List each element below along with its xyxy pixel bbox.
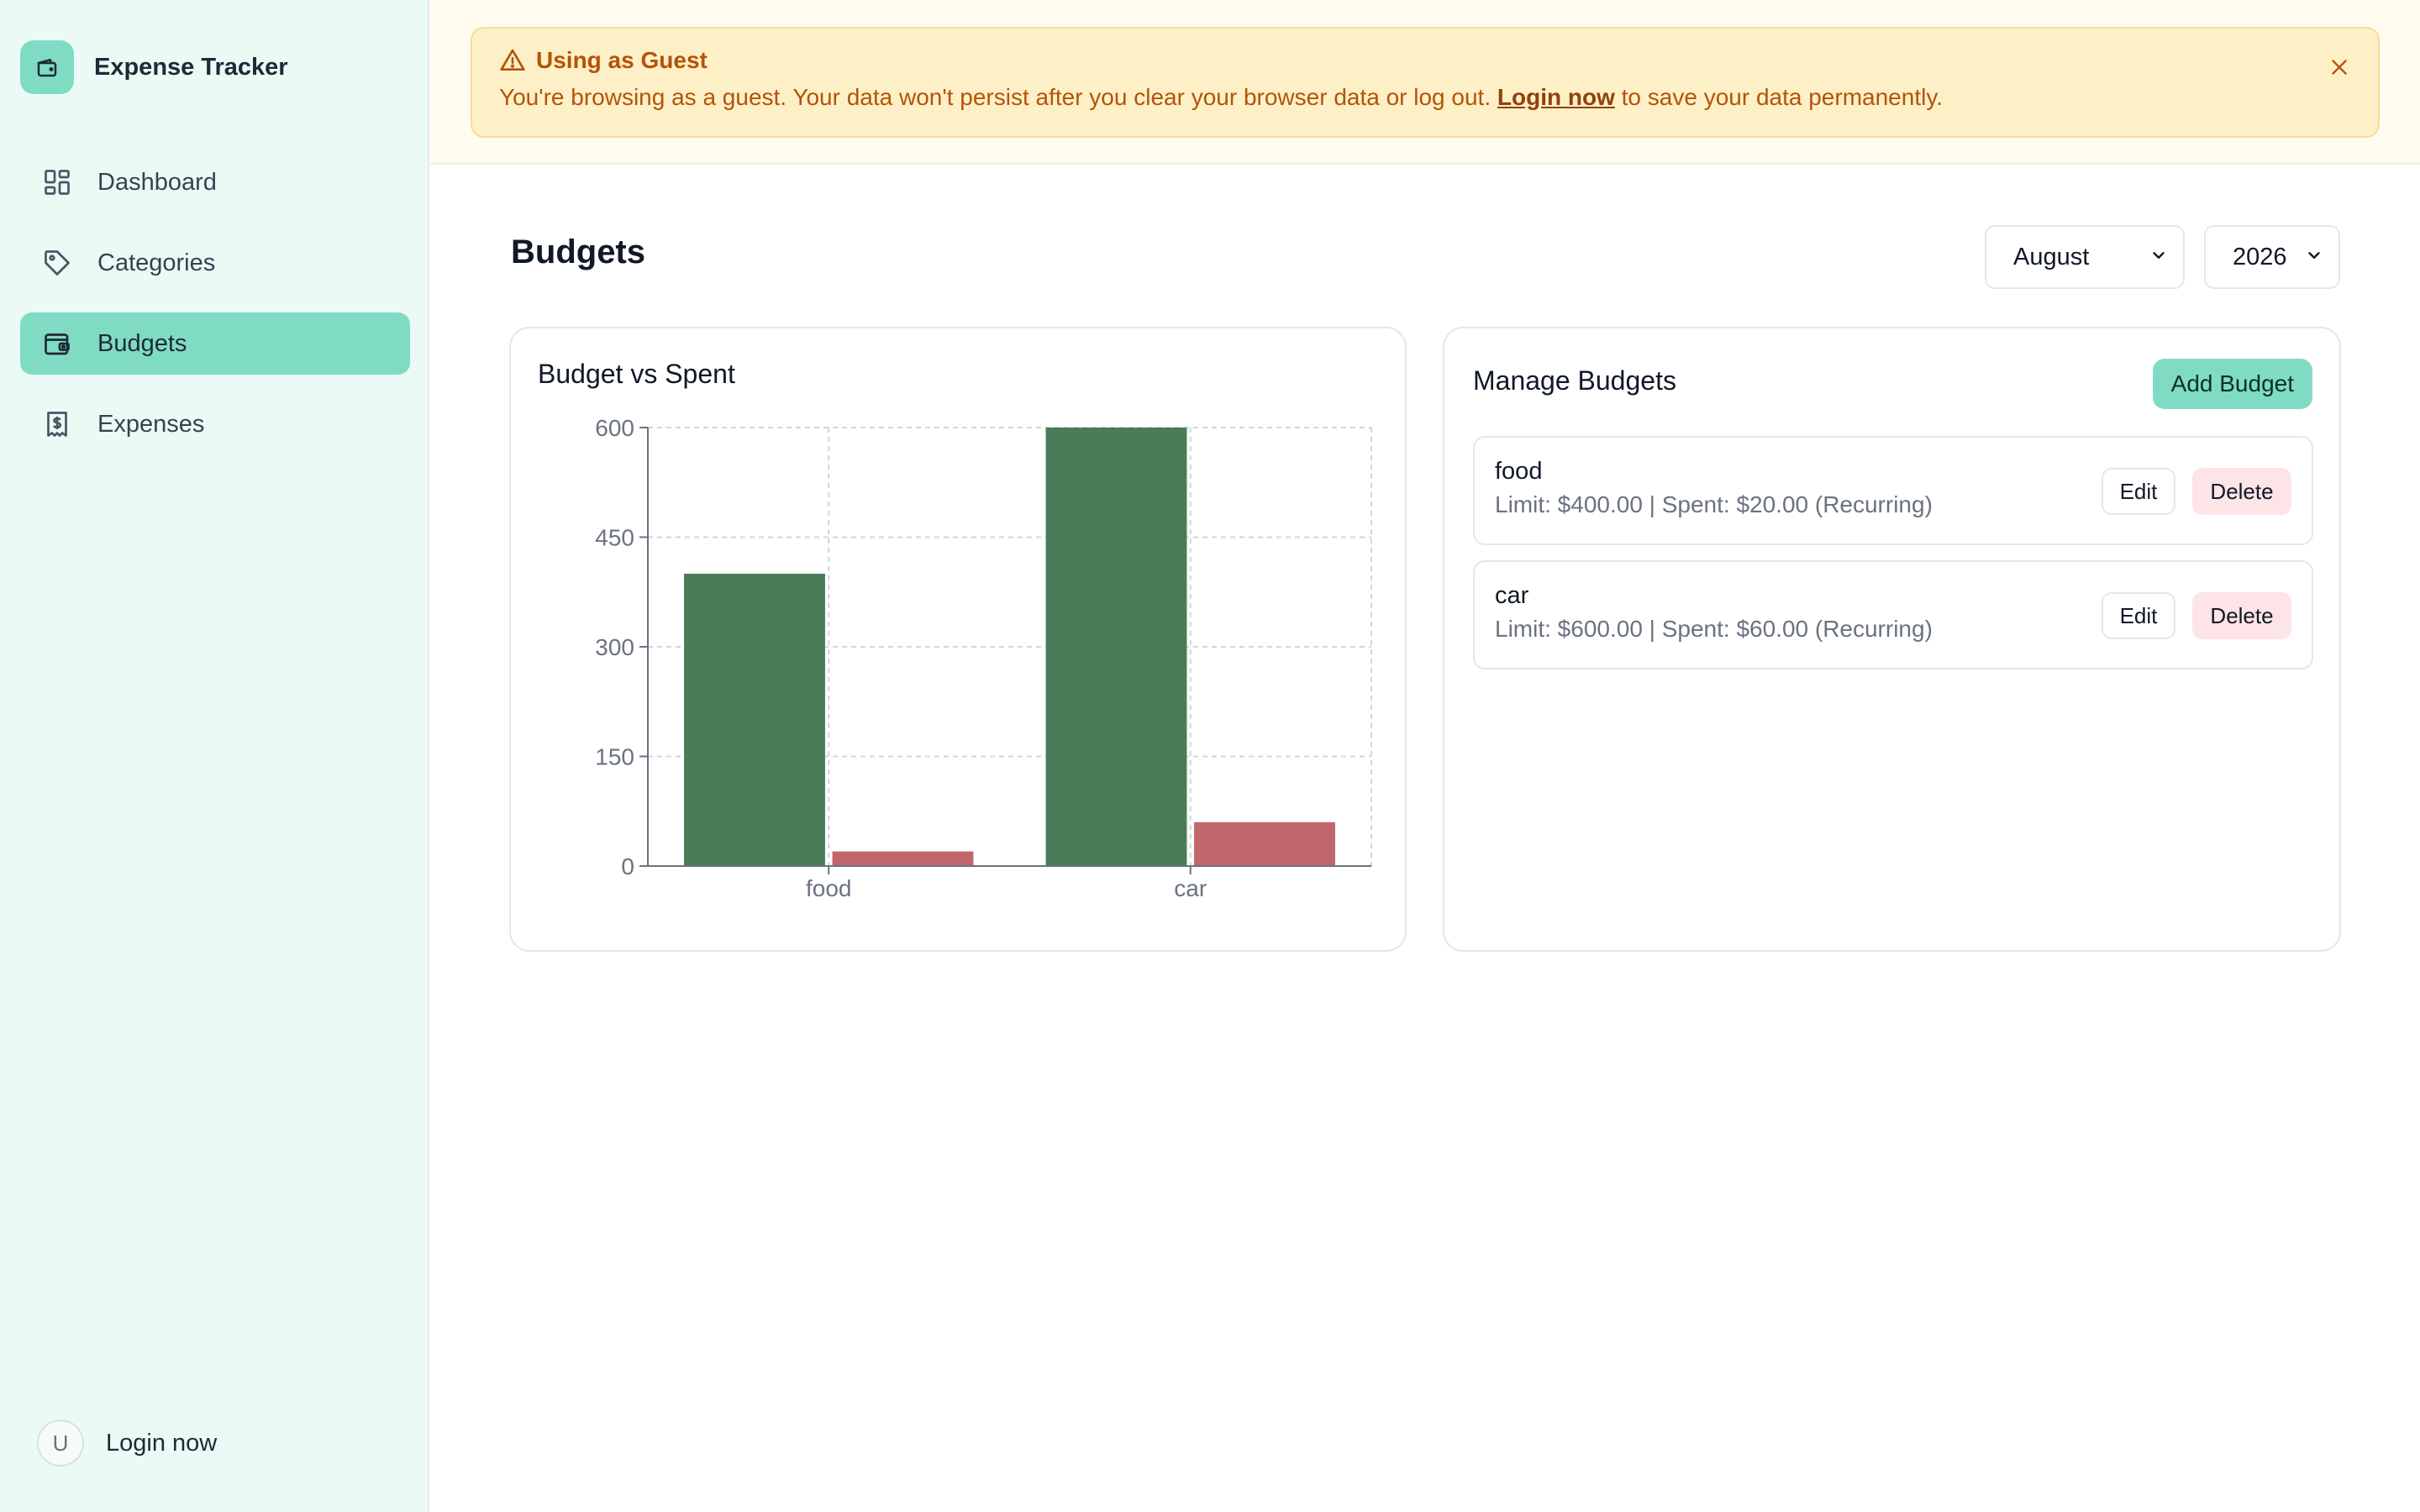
- warning-icon: [499, 47, 526, 74]
- sidebar-item-dashboard[interactable]: [20, 151, 410, 213]
- banner-title-text: Using as Guest: [536, 47, 708, 73]
- sidebar-item-expenses[interactable]: [20, 393, 410, 455]
- budget-chart-card: [509, 327, 1407, 952]
- sidebar-item-categories[interactable]: [20, 232, 410, 294]
- budget-detail: Limit: $400.00 | Spent: $20.00 (Recurring): [1495, 491, 1933, 517]
- sidebar-item-label: Expenses: [97, 410, 205, 438]
- manage-budgets-title: Manage Budgets: [1473, 365, 1676, 396]
- app-title: Expense Tracker: [94, 53, 288, 81]
- year-select-value: 2026: [2233, 243, 2287, 270]
- sidebar-item-label: Categories: [97, 249, 216, 276]
- banner-title: [499, 47, 2351, 74]
- sidebar-item-budgets[interactable]: [20, 312, 410, 375]
- bar-car-budget: [1046, 428, 1187, 866]
- budget-item-car: [1473, 560, 2313, 669]
- x-tick-label: car: [1174, 875, 1207, 901]
- delete-button[interactable]: Delete: [2192, 468, 2291, 515]
- dashboard-icon: [40, 165, 74, 199]
- bar-food-spent: [833, 852, 974, 866]
- budget-name: food: [1495, 458, 1543, 485]
- sidebar-item-label: Dashboard: [97, 168, 217, 196]
- banner-message-after: to save your data permanently.: [1614, 84, 1944, 110]
- wallet-logo-icon: [20, 40, 74, 94]
- receipt-icon: [40, 407, 74, 441]
- close-icon[interactable]: [2324, 52, 2354, 82]
- y-tick-label: 600: [595, 415, 634, 441]
- page-title: Budgets: [511, 234, 645, 270]
- chevron-down-icon: [2149, 244, 2168, 271]
- wallet-icon: [40, 327, 74, 360]
- banner-login-link[interactable]: Login now: [1497, 84, 1615, 110]
- login-user[interactable]: [37, 1420, 217, 1467]
- budget-detail: Limit: $600.00 | Spent: $60.00 (Recurring): [1495, 616, 1933, 642]
- brand[interactable]: [20, 40, 288, 94]
- y-tick-label: 150: [595, 743, 634, 770]
- banner-message: [499, 84, 2351, 111]
- month-select[interactable]: [1985, 225, 2185, 289]
- budget-name: car: [1495, 582, 1529, 609]
- bar-car-spent: [1194, 822, 1335, 866]
- sidebar-item-label: Budgets: [97, 329, 187, 357]
- delete-button[interactable]: Delete: [2192, 592, 2291, 639]
- x-tick-label: food: [806, 875, 852, 901]
- chart-title: Budget vs Spent: [538, 359, 735, 389]
- chevron-down-icon: [2305, 244, 2323, 271]
- year-select[interactable]: [2204, 225, 2340, 289]
- tag-icon: [40, 246, 74, 280]
- avatar: U: [37, 1420, 84, 1467]
- budget-vs-spent-chart: [511, 328, 1408, 953]
- banner-area: [430, 0, 2420, 165]
- month-select-value: August: [2013, 243, 2090, 270]
- sidebar: [0, 0, 429, 1512]
- y-tick-label: 300: [595, 634, 634, 660]
- bar-food-budget: [684, 574, 825, 866]
- manage-budgets-card: [1443, 327, 2341, 952]
- edit-button[interactable]: Edit: [2102, 592, 2175, 639]
- add-budget-button[interactable]: Add Budget: [2153, 359, 2312, 409]
- guest-banner: [471, 27, 2380, 138]
- y-tick-label: 0: [621, 853, 634, 879]
- y-tick-label: 450: [595, 524, 634, 551]
- edit-button[interactable]: Edit: [2102, 468, 2175, 515]
- budget-item-food: [1473, 436, 2313, 545]
- sidebar-nav: [20, 151, 410, 474]
- login-now-label: Login now: [106, 1429, 218, 1457]
- banner-message-before: You're browsing as a guest. Your data won't persist after you clear your browser data or log out.: [499, 84, 1497, 110]
